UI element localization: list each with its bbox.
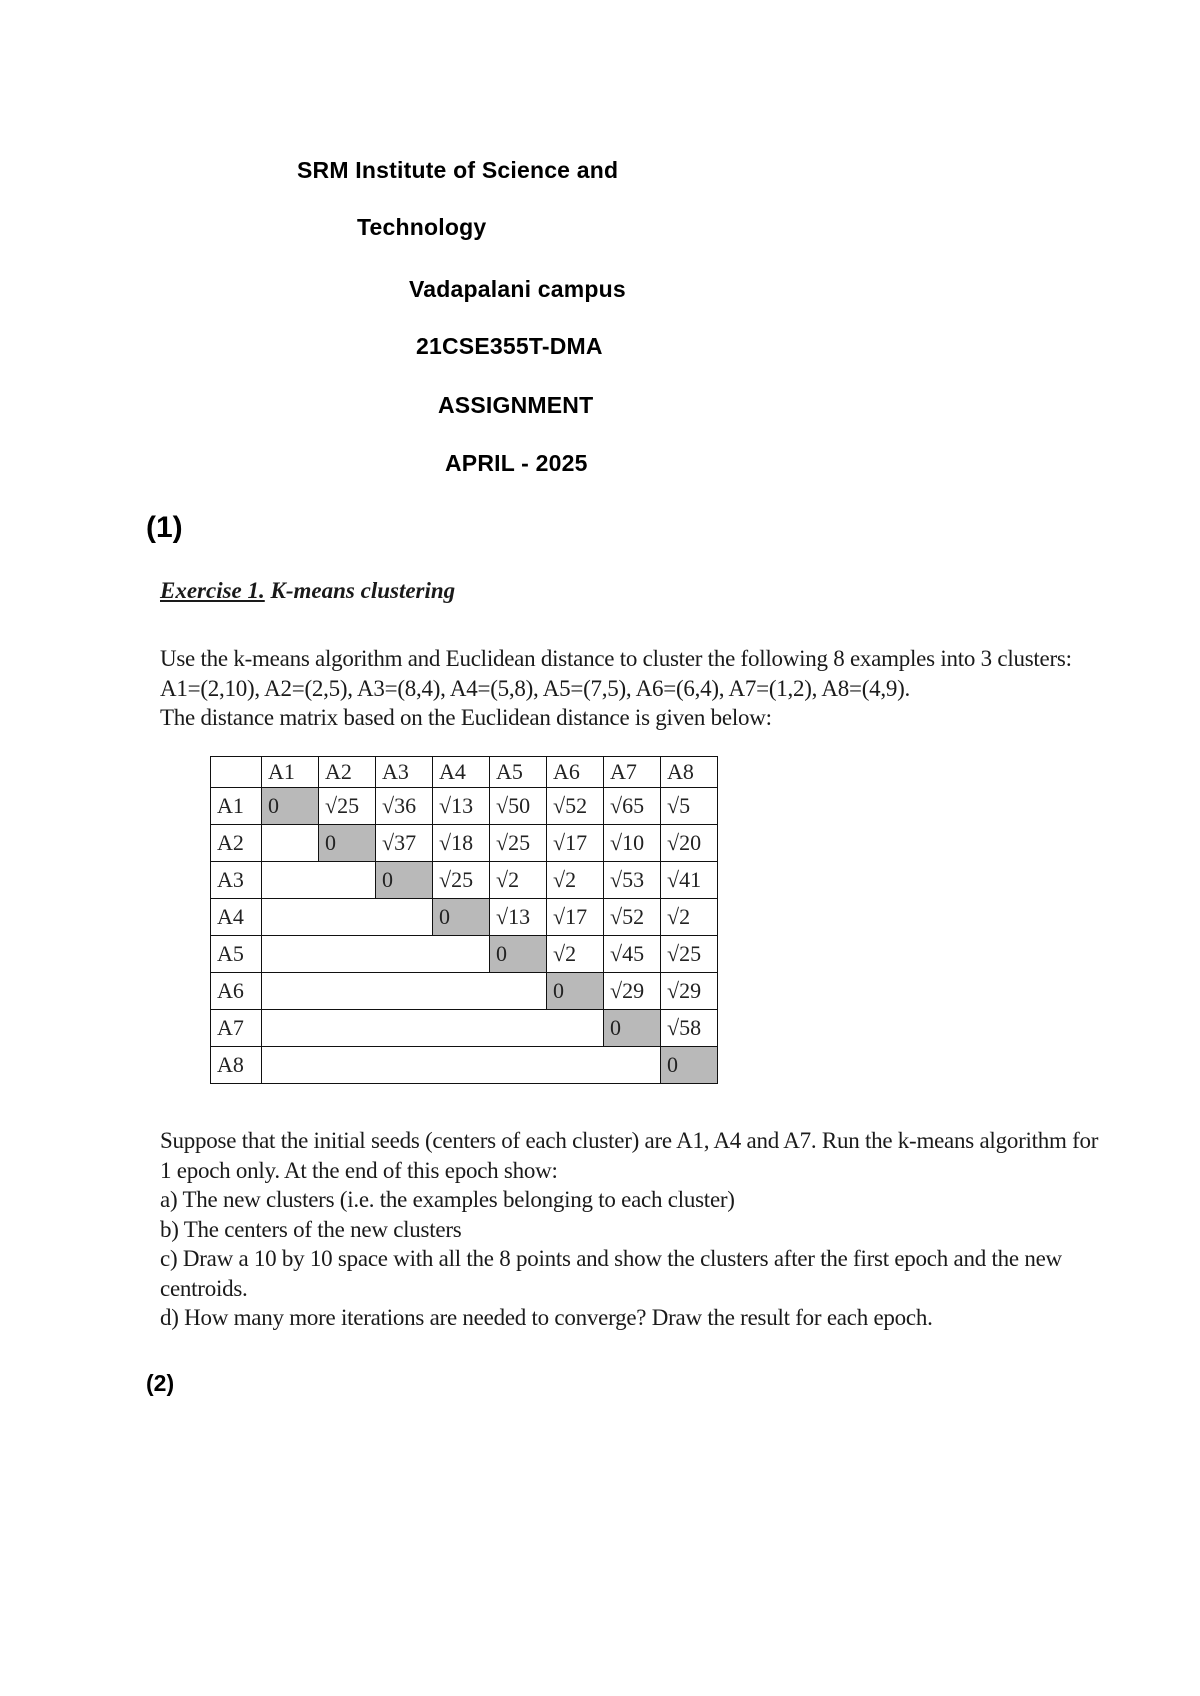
matrix-distance-cell: √41 xyxy=(661,862,718,899)
question-line: a) The new clusters (i.e. the examples belonging to each cluster) xyxy=(160,1187,735,1212)
matrix-column-header: A1 xyxy=(262,757,319,788)
question-line: 1 epoch only. At the end of this epoch show: xyxy=(160,1157,558,1183)
matrix-row-header: A4 xyxy=(211,899,262,936)
exercise-topic: K-means clustering xyxy=(270,578,456,603)
exercise-title xyxy=(160,578,455,604)
matrix-diagonal-cell: 0 xyxy=(547,973,604,1010)
matrix-distance-cell: √13 xyxy=(433,788,490,825)
matrix-distance-cell: √25 xyxy=(433,862,490,899)
matrix-distance-cell: √2 xyxy=(547,862,604,899)
matrix-column-header: A2 xyxy=(319,757,376,788)
matrix-empty-cell xyxy=(262,899,433,936)
matrix-row xyxy=(211,936,718,973)
matrix-distance-cell: √29 xyxy=(604,973,661,1010)
matrix-row xyxy=(211,862,718,899)
matrix-distance-cell: √25 xyxy=(490,825,547,862)
exercise-intro xyxy=(160,644,1072,733)
assignment-date: APRIL - 2025 xyxy=(445,450,588,476)
matrix-distance-cell: √25 xyxy=(319,788,376,825)
matrix-row xyxy=(211,1047,718,1084)
matrix-distance-cell: √20 xyxy=(661,825,718,862)
matrix-distance-cell: √58 xyxy=(661,1010,718,1047)
matrix-empty-cell xyxy=(262,825,319,862)
matrix-row xyxy=(211,825,718,862)
matrix-row-header: A3 xyxy=(211,862,262,899)
matrix-row-header: A2 xyxy=(211,825,262,862)
matrix-diagonal-cell: 0 xyxy=(433,899,490,936)
matrix-distance-cell: √50 xyxy=(490,788,547,825)
question-2-number: (2) xyxy=(146,1370,175,1396)
matrix-distance-cell: √36 xyxy=(376,788,433,825)
matrix-distance-cell: √25 xyxy=(661,936,718,973)
matrix-distance-cell: √17 xyxy=(547,825,604,862)
question-line: centroids. xyxy=(160,1275,248,1301)
matrix-row-header: A7 xyxy=(211,1010,262,1047)
matrix-column-header: A6 xyxy=(547,757,604,788)
campus-name: Vadapalani campus xyxy=(409,276,626,302)
matrix-distance-cell: √52 xyxy=(604,899,661,936)
course-code: 21CSE355T-DMA xyxy=(416,333,603,359)
matrix-row xyxy=(211,1010,718,1047)
question-line: b) The centers of the new clusters xyxy=(160,1216,462,1242)
matrix-empty-cell xyxy=(262,1010,604,1047)
matrix-diagonal-cell: 0 xyxy=(661,1047,718,1084)
exercise-label: Exercise 1. xyxy=(160,578,265,603)
matrix-diagonal-cell: 0 xyxy=(262,788,319,825)
matrix-row-header: A1 xyxy=(211,788,262,825)
matrix-distance-cell: √17 xyxy=(547,899,604,936)
matrix-distance-cell: √65 xyxy=(604,788,661,825)
matrix-empty-cell xyxy=(262,1047,661,1084)
matrix-distance-cell: √13 xyxy=(490,899,547,936)
matrix-distance-cell: √18 xyxy=(433,825,490,862)
distance-matrix-table xyxy=(210,756,718,1084)
matrix-empty-cell xyxy=(262,936,490,973)
matrix-distance-cell: √2 xyxy=(490,862,547,899)
assignment-label: ASSIGNMENT xyxy=(438,392,594,418)
question-line: c) Draw a 10 by 10 space with all the 8 points and show the clusters after the first epoch and the new xyxy=(160,1246,1062,1271)
matrix-column-header: A8 xyxy=(661,757,718,788)
matrix-distance-cell: √37 xyxy=(376,825,433,862)
matrix-header-row xyxy=(211,757,718,788)
matrix-column-header: A7 xyxy=(604,757,661,788)
matrix-column-header: A4 xyxy=(433,757,490,788)
matrix-row-header: A8 xyxy=(211,1047,262,1084)
matrix-row-header: A6 xyxy=(211,973,262,1010)
matrix-diagonal-cell: 0 xyxy=(319,825,376,862)
question-line: d) How many more iterations are needed to converge? Draw the result for each epoch. xyxy=(160,1305,933,1330)
intro-line: Use the k-means algorithm and Euclidean distance to cluster the following 8 examples into 3 clusters: xyxy=(160,646,1072,671)
matrix-diagonal-cell: 0 xyxy=(376,862,433,899)
matrix-column-header: A5 xyxy=(490,757,547,788)
intro-line: A1=(2,10), A2=(2,5), A3=(8,4), A4=(5,8), A5=(7,5), A6=(6,4), A7=(1,2), A8=(4,9). xyxy=(160,675,911,701)
matrix-diagonal-cell: 0 xyxy=(604,1010,661,1047)
matrix-distance-cell: √5 xyxy=(661,788,718,825)
matrix-diagonal-cell: 0 xyxy=(490,936,547,973)
matrix-empty-cell xyxy=(262,973,547,1010)
matrix-row xyxy=(211,973,718,1010)
matrix-column-header: A3 xyxy=(376,757,433,788)
matrix-distance-cell: √53 xyxy=(604,862,661,899)
exercise-questions xyxy=(160,1126,1098,1333)
matrix-distance-cell: √29 xyxy=(661,973,718,1010)
institute-name-line1: SRM Institute of Science and xyxy=(297,157,619,183)
matrix-empty-cell xyxy=(262,862,376,899)
matrix-distance-cell: √10 xyxy=(604,825,661,862)
matrix-corner-cell xyxy=(211,757,262,788)
intro-line: The distance matrix based on the Euclidean distance is given below: xyxy=(160,705,772,730)
matrix-distance-cell: √2 xyxy=(661,899,718,936)
matrix-row xyxy=(211,899,718,936)
matrix-row-header: A5 xyxy=(211,936,262,973)
matrix-distance-cell: √2 xyxy=(547,936,604,973)
matrix-distance-cell: √45 xyxy=(604,936,661,973)
matrix-row xyxy=(211,788,718,825)
question-1-number: (1) xyxy=(146,511,183,544)
matrix-distance-cell: √52 xyxy=(547,788,604,825)
institute-name-line2: Technology xyxy=(357,214,487,240)
question-line: Suppose that the initial seeds (centers of each cluster) are A1, A4 and A7. Run the k-means algorithm for xyxy=(160,1128,1099,1153)
